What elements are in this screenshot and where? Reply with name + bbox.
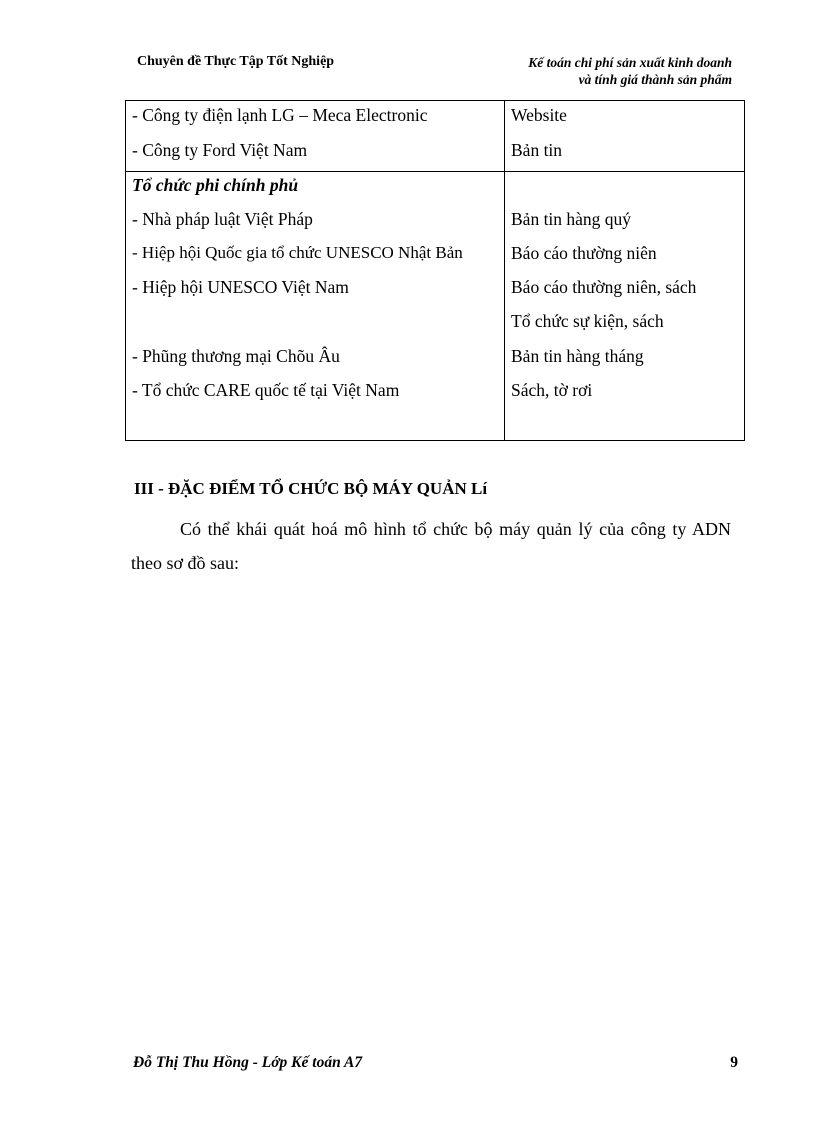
table-cell-org: - Công ty Ford Việt Nam [132,140,308,160]
table-cell-org: - Hiệp hội Quốc gia tổ chức UNESCO Nhật Bản [132,243,463,262]
paragraph-line-1: Có thể khái quát hoá mô hình tổ chức bộ máy quản lý của công ty ADN [180,519,731,539]
section-heading: III - ĐẶC ĐIỂM TỔ CHỨC BỘ MÁY QUẢN Lí [134,479,488,498]
table-column-divider [504,100,505,441]
paragraph-line-2: theo sơ đồ sau: [131,553,240,573]
table-cell-form: Sách, tờ rơi [511,380,593,400]
header-title-left: Chuyên đề Thực Tập Tốt Nghiệp [137,54,335,69]
header-right-line1: Kế toán chi phí sản xuất kinh doanh [528,55,732,70]
table-cell-org: - Công ty điện lạnh LG – Meca Electronic [132,105,428,125]
organization-table [125,100,745,441]
table-cell-org: - Nhà pháp luật Việt Pháp [132,209,313,229]
table-cell-form: Báo cáo thường niên [511,243,657,263]
header-right-line2: và tính giá thành sản phẩm [578,72,732,87]
table-cell-form: Bản tin hàng tháng [511,346,644,366]
table-group-heading: Tổ chức phi chính phủ [132,175,299,195]
body-paragraph [131,512,731,580]
table-cell-org: - Tổ chức CARE quốc tế tại Việt Nam [132,380,400,400]
header-title-right [528,54,732,88]
table-cell-form: Bản tin hàng quý [511,209,632,229]
table-cell-form: Báo cáo thường niên, sách [511,277,697,297]
footer-author: Đỗ Thị Thu Hồng - Lớp Kế toán A7 [133,1054,363,1071]
table-cell-form: Tổ chức sự kiện, sách [511,311,664,331]
table-cell-org: - Phũng thương mại Chõu Âu [132,346,340,366]
table-cell-form: Website [511,105,567,125]
page-number: 9 [730,1054,738,1071]
table-cell-org: - Hiệp hội UNESCO Việt Nam [132,277,349,297]
table-cell-form: Bản tin [511,140,563,160]
